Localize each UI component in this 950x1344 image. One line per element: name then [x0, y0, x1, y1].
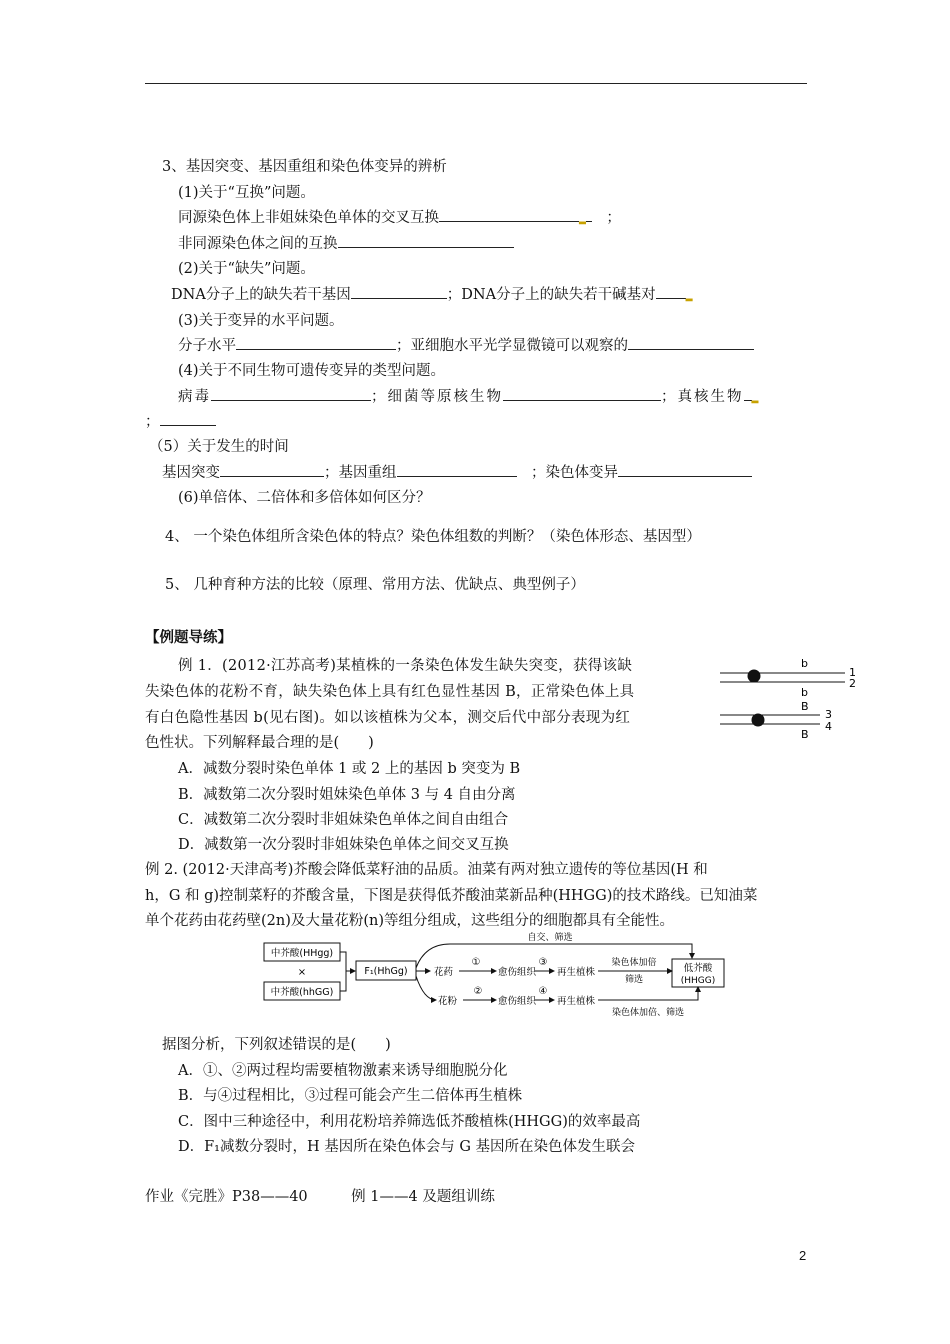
- gene-label-b-top: b: [801, 657, 808, 670]
- answer-blank[interactable]: [211, 386, 371, 401]
- ex2-option-d[interactable]: D．F₁减数分裂时，H 基因所在染色体会与 G 基因所在染色体发生联会: [178, 1139, 636, 1155]
- answer-blank[interactable]: [220, 462, 324, 477]
- answer-blank[interactable]: [656, 284, 686, 299]
- ex1-option-a[interactable]: A．减数分裂时染色单体 1 或 2 上的基因 b 突变为 B: [178, 761, 521, 777]
- gene-label-b-bottom: b: [801, 686, 808, 699]
- q5-c-text: ；染色体变异: [531, 465, 618, 481]
- ex2-line-2: h，G 和 g)控制菜籽的芥酸含量，下图是获得低芥酸油菜新品种(HHGG)的技术路线。已知油菜: [145, 888, 758, 904]
- ex2-question: 据图分析，下列叙述错误的是( ): [162, 1037, 391, 1053]
- ex1-option-b[interactable]: B．减数第二次分裂时姐妹染色单体 3 与 4 自由分离: [178, 787, 516, 803]
- answer-blank[interactable]: [236, 335, 396, 350]
- q4-b-text: ；细菌等原核生物: [371, 389, 503, 405]
- section-3-title: 3、基因突变、基因重组和染色体变异的辨析: [162, 159, 447, 175]
- centromere-1: [748, 670, 761, 683]
- ex2-option-c[interactable]: C．图中三种途径中，利用花粉培养筛选低芥酸植株(HHGG)的效率最高: [178, 1114, 641, 1130]
- section-4: 4、 一个染色体组所含染色体的特点？染色体组数的判断？（染色体形态、基因型）: [165, 529, 701, 545]
- q1-line-a: 同源染色体上非姐妹染色单体的交叉互换 ▂ ；: [178, 206, 621, 227]
- header-rule: [145, 83, 807, 84]
- regen-2-label: 再生植株: [557, 996, 596, 1007]
- result-label: 低芥酸: [683, 963, 713, 974]
- q3-b-text: ；亚细胞水平光学显微镜可以观察的: [396, 338, 628, 354]
- answer-blank[interactable]: [439, 207, 579, 222]
- parent-1-label: 中芥酸(HHgg): [270, 948, 334, 959]
- q2-line: DNA分子上的缺失若干基因 ；DNA分子上的缺失若干碱基对 ▂: [171, 283, 693, 304]
- step-2-label: ②: [473, 986, 483, 997]
- result-genotype: (HHGG): [680, 976, 716, 986]
- q4-heading: (4)关于不同生物可遗传变异的类型问题。: [178, 363, 446, 379]
- ex2-line-3: 单个花药由花药壁(2n)及大量花粉(n)等组分组成，这些组分的细胞都具有全能性。: [145, 913, 675, 929]
- answer-blank[interactable]: [338, 233, 514, 248]
- answer-blank[interactable]: [586, 207, 592, 222]
- doubling-2-label: 染色体加倍、筛选: [611, 1008, 685, 1018]
- gene-label-B-bottom: B: [801, 728, 809, 741]
- answer-blank[interactable]: [628, 335, 754, 350]
- q1-heading: (1)关于“互换”问题。: [178, 185, 315, 201]
- answer-blank[interactable]: [503, 386, 661, 401]
- f1-label: F₁(HhGg): [364, 966, 408, 977]
- regen-1-label: 再生植株: [557, 967, 596, 978]
- ex1-option-c[interactable]: C．减数第二次分裂时非姐妹染色单体之间自由组合: [178, 812, 509, 828]
- q3-line: [178, 334, 754, 355]
- chromatid-4-label: 4: [825, 720, 832, 733]
- q4-c-text: ；真核生物: [661, 389, 744, 405]
- q6-heading: (6)单倍体、二倍体和多倍体如何区分？: [178, 490, 431, 506]
- pollen-label: 花粉: [438, 996, 458, 1007]
- q5-line: [162, 461, 752, 482]
- chromatid-1-label: 1: [849, 666, 856, 679]
- q5-a-text: 基因突变: [162, 465, 220, 481]
- q5-heading: （5）关于发生的时间: [149, 439, 289, 455]
- q3-heading: (3)关于变异的水平问题。: [178, 313, 344, 329]
- q1-a-end: ；: [606, 210, 621, 226]
- q4-a-text: 病毒: [178, 389, 211, 405]
- answer-blank[interactable]: [397, 462, 517, 477]
- ex1-line-3: 有白色隐性基因 b(见右图)。如以该植株为父本，测交后代中部分表现为红: [145, 710, 631, 726]
- selfing-label: 自交、筛选: [527, 933, 573, 943]
- parent-2-label: 中芥酸(hhGG): [270, 987, 334, 998]
- page-number: 2: [799, 1248, 807, 1263]
- chromatid-3-label: 3: [825, 708, 832, 721]
- q4-line: 病毒 ；细菌等原核生物 ；真核生物 ▂: [178, 385, 760, 406]
- ex2-option-b[interactable]: B．与④过程相比，③过程可能会产生二倍体再生植株: [178, 1088, 523, 1104]
- step-4-label: ④: [538, 986, 548, 997]
- q3-a-text: 分子水平: [178, 338, 236, 354]
- gene-label-B-top: B: [801, 700, 809, 713]
- ex2-option-a[interactable]: A．①、②两过程均需要植物激素来诱导细胞脱分化: [178, 1063, 508, 1079]
- q1-line-b: [178, 232, 514, 253]
- answer-blank[interactable]: [160, 411, 216, 426]
- q1-b-text: 非同源染色体之间的互换: [178, 236, 338, 252]
- q2-b-text: ；DNA分子上的缺失若干碱基对: [446, 287, 656, 303]
- ex1-line-2: 失染色体的花粉不育，缺失染色体上具有红色显性基因 B，正常染色体上具: [145, 684, 635, 700]
- ex1-option-d[interactable]: D．减数第一次分裂时非姐妹染色单体之间交叉互换: [178, 837, 509, 853]
- q1-a-text: 同源染色体上非姐妹染色单体的交叉互换: [178, 210, 439, 226]
- q2-a-text: DNA分子上的缺失若干基因: [171, 287, 351, 303]
- step-1-label: ①: [471, 957, 481, 968]
- ex1-line-4: 色性状。下列解释最合理的是( ): [145, 735, 374, 751]
- q5-b-text: ；基因重组: [324, 465, 397, 481]
- q4-d-text: ；: [145, 414, 160, 430]
- callus-1-label: 愈伤组织: [498, 967, 537, 978]
- step-3-label: ③: [538, 957, 548, 968]
- callus-2-label: 愈伤组织: [498, 996, 537, 1007]
- answer-blank[interactable]: [351, 284, 447, 299]
- homework-line: 作业《完胜》P38——40 例 1——4 及题组训练: [145, 1189, 495, 1205]
- centromere-2: [752, 714, 765, 727]
- doubling-1-label: 染色体加倍: [611, 958, 657, 968]
- ex2-line-1: 例 2. (2012·天津高考)芥酸会降低菜籽油的品质。油菜有两对独立遗传的等位基因(H 和: [145, 862, 708, 878]
- q4-line-cont: [145, 410, 216, 431]
- chromatid-2-label: 2: [849, 677, 856, 690]
- ex1-line-1: 例 1．(2012·江苏高考)某植株的一条染色体发生缺失突变，获得该缺: [178, 658, 633, 674]
- q2-heading: (2)关于“缺失”问题。: [178, 261, 315, 277]
- screen-1-label: 筛选: [624, 975, 644, 985]
- section-5: 5、 几种育种方法的比较（原理、常用方法、优缺点、典型例子）: [165, 577, 585, 593]
- cross-symbol: ×: [297, 967, 307, 978]
- answer-blank[interactable]: [618, 462, 752, 477]
- answer-blank[interactable]: [744, 386, 752, 401]
- examples-title: 【例题导练】: [145, 630, 232, 646]
- chromosome-figure: [715, 652, 865, 747]
- anther-label: 花药: [434, 967, 454, 978]
- breeding-flowchart: [260, 930, 732, 1026]
